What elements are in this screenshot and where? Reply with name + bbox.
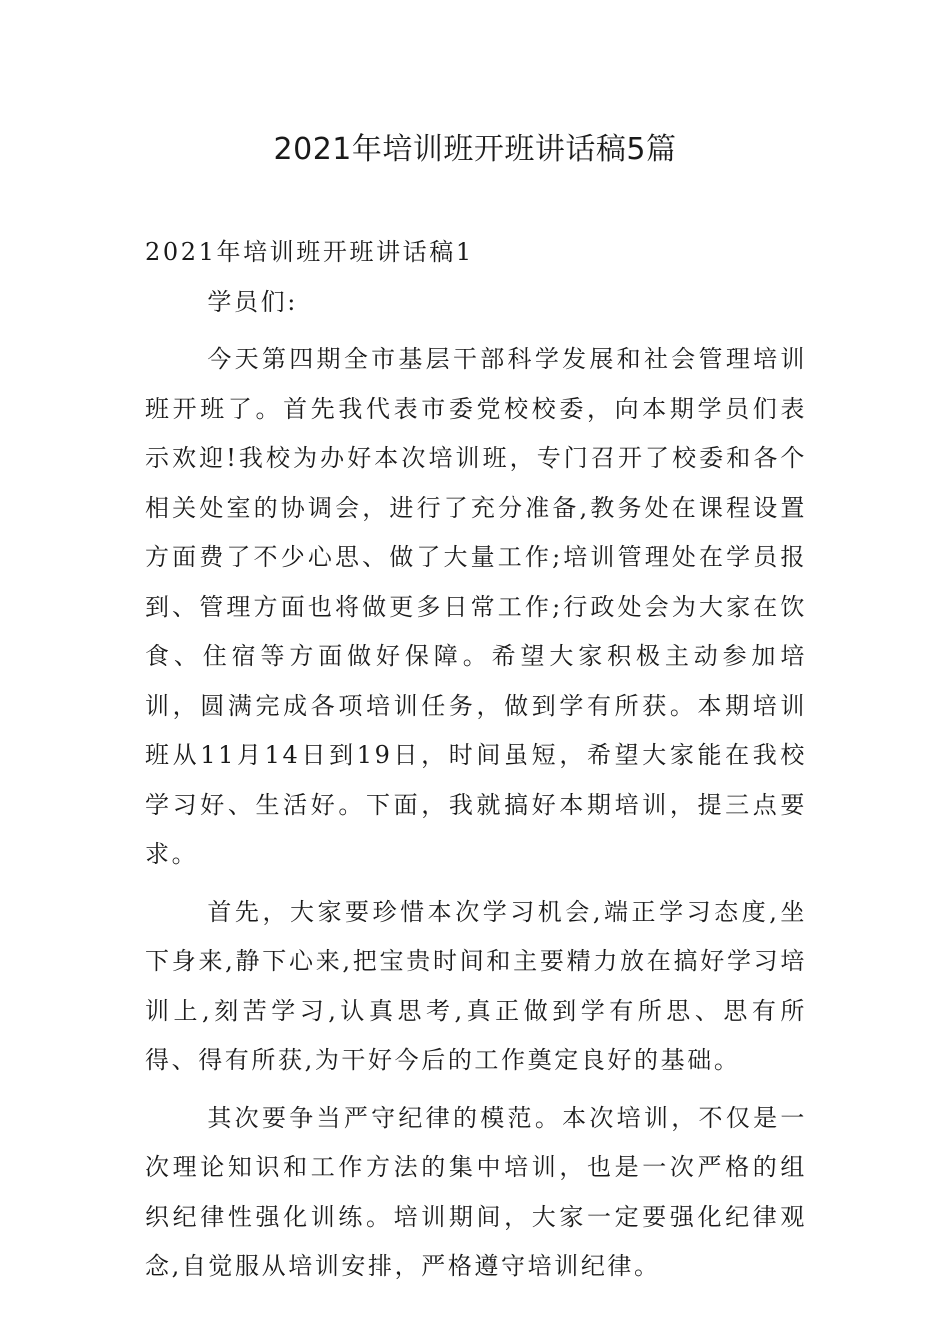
document-title: 2021年培训班开班讲话稿5篇 xyxy=(273,132,677,167)
salutation: 学员们: xyxy=(207,287,298,316)
paragraph-first-requirement: 首先，大家要珍惜本次学习机会,端正学习态度,坐下身来,静下心来,把宝贵时间和主要精力放在搞好学习培训上,刻苦学习,认真思考,真正做到学有所思、思有所得、得有所获,为干好今后的工作奠定良好的基础。 xyxy=(145,897,807,1074)
paragraph-second-requirement: 其次要争当严守纪律的模范。本次培训，不仅是一次理论知识和工作方法的集中培训，也是一次严格的组织纪律性强化训练。培训期间，大家一定要强化纪律观念,自觉服从培训安排，严格遵守培训纪律。 xyxy=(145,1103,807,1280)
section-heading: 2021年培训班开班讲话稿1 xyxy=(145,238,474,266)
paragraph-opening: 今天第四期全市基层干部科学发展和社会管理培训班开班了。首先我代表市委党校校委，向本期学员们表示欢迎!我校为办好本次培训班，专门召开了校委和各个相关处室的协调会，进行了充分准备,教务处在课程设置方面费了不少心思、做了大量工作;培训管理处在学员报到、管理方面也将做更多日常工作;行政处会为大家在饮食、住宿等方面做好保障。希望大家积极主动参加培训，圆满完成各项培训任务，做到学有所获。本期培训班从11月14日到19日，时间虽短，希望大家能在我校学习好、生活好。下面，我就搞好本期培训，提三点要求。 xyxy=(145,345,807,868)
document-body xyxy=(145,228,807,1292)
